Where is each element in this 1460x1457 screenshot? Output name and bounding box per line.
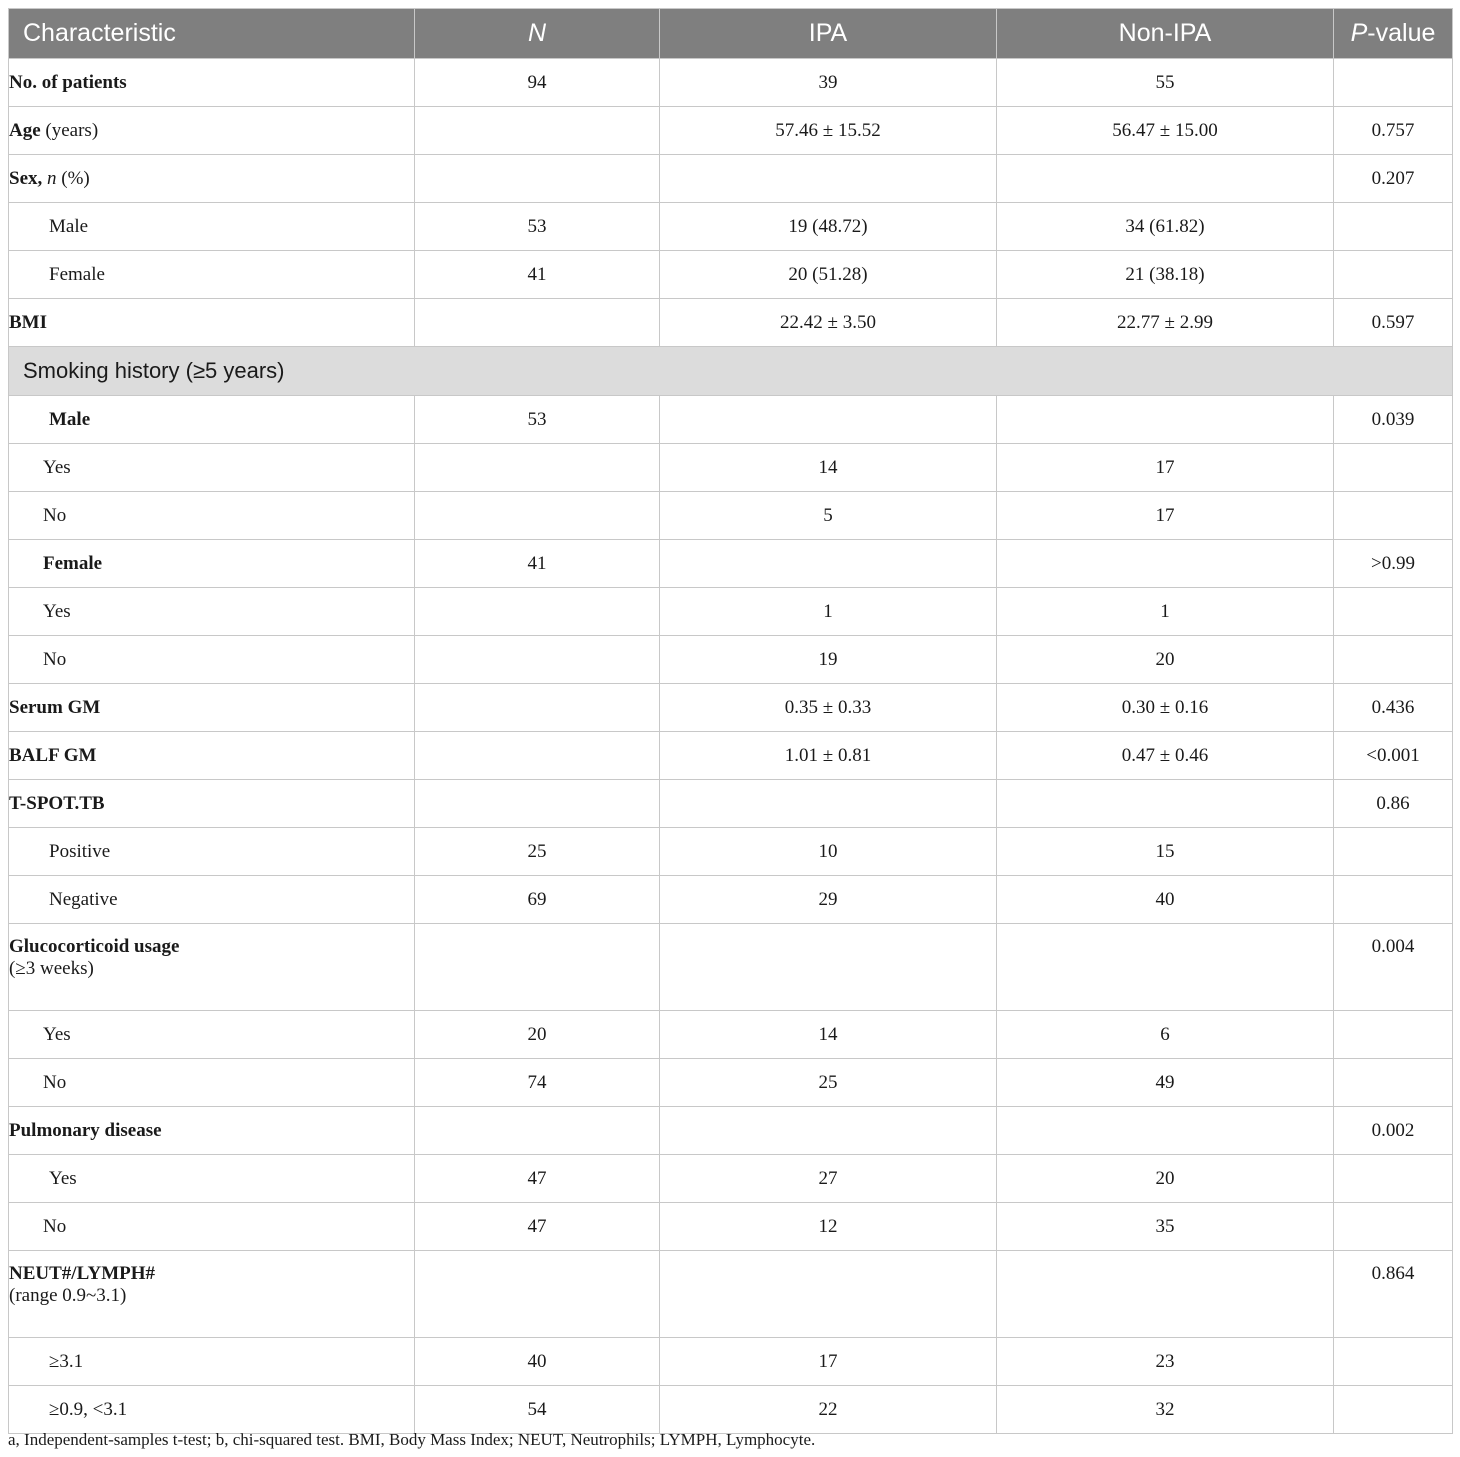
cell-p bbox=[1334, 1338, 1453, 1386]
row-label: No bbox=[9, 1203, 415, 1251]
cell-ipa: 17 bbox=[660, 1338, 997, 1386]
cell-n bbox=[415, 780, 660, 828]
cell-p bbox=[1334, 1059, 1453, 1107]
cell-p: 0.864 bbox=[1334, 1251, 1453, 1338]
row-label: Glucocorticoid usage (≥3 weeks) bbox=[9, 924, 415, 1011]
table-row bbox=[9, 492, 1453, 540]
cell-non-ipa bbox=[997, 924, 1334, 1011]
table-row bbox=[9, 1155, 1453, 1203]
cell-n: 53 bbox=[415, 203, 660, 251]
row-label: ≥3.1 bbox=[9, 1338, 415, 1386]
row-label: Serum GM bbox=[9, 684, 415, 732]
header-characteristic: Characteristic bbox=[9, 9, 415, 59]
cell-p: <0.001 bbox=[1334, 732, 1453, 780]
header-p-value: P-value bbox=[1334, 9, 1453, 59]
cell-p bbox=[1334, 876, 1453, 924]
table-row bbox=[9, 924, 1453, 1011]
cell-ipa bbox=[660, 780, 997, 828]
table-row bbox=[9, 828, 1453, 876]
cell-n: 41 bbox=[415, 540, 660, 588]
cell-n bbox=[415, 299, 660, 347]
table-row bbox=[9, 732, 1453, 780]
cell-p bbox=[1334, 1155, 1453, 1203]
cell-p: >0.99 bbox=[1334, 540, 1453, 588]
cell-n bbox=[415, 924, 660, 1011]
cell-ipa: 0.35 ± 0.33 bbox=[660, 684, 997, 732]
row-label: Negative bbox=[9, 876, 415, 924]
cell-ipa: 19 bbox=[660, 636, 997, 684]
table-row bbox=[9, 251, 1453, 299]
cell-ipa: 5 bbox=[660, 492, 997, 540]
cell-n: 41 bbox=[415, 251, 660, 299]
row-label: BMI bbox=[9, 299, 415, 347]
header-non-ipa: Non-IPA bbox=[997, 9, 1334, 59]
cell-non-ipa: 35 bbox=[997, 1203, 1334, 1251]
table-row bbox=[9, 780, 1453, 828]
row-label: Male bbox=[9, 203, 415, 251]
cell-n: 69 bbox=[415, 876, 660, 924]
cell-non-ipa: 34 (61.82) bbox=[997, 203, 1334, 251]
row-label: T-SPOT.TB bbox=[9, 780, 415, 828]
cell-n: 53 bbox=[415, 396, 660, 444]
cell-ipa: 25 bbox=[660, 1059, 997, 1107]
cell-ipa: 12 bbox=[660, 1203, 997, 1251]
row-label: Male bbox=[9, 396, 415, 444]
cell-n bbox=[415, 636, 660, 684]
cell-p bbox=[1334, 636, 1453, 684]
cell-p bbox=[1334, 444, 1453, 492]
cell-p: 0.757 bbox=[1334, 107, 1453, 155]
row-label: Yes bbox=[9, 588, 415, 636]
cell-p bbox=[1334, 588, 1453, 636]
header-ipa: IPA bbox=[660, 9, 997, 59]
cell-n bbox=[415, 588, 660, 636]
table-row bbox=[9, 1338, 1453, 1386]
cell-ipa bbox=[660, 155, 997, 203]
cell-n: 47 bbox=[415, 1155, 660, 1203]
cell-n bbox=[415, 684, 660, 732]
cell-p: 0.004 bbox=[1334, 924, 1453, 1011]
cell-p bbox=[1334, 492, 1453, 540]
cell-non-ipa: 49 bbox=[997, 1059, 1334, 1107]
cell-non-ipa: 56.47 ± 15.00 bbox=[997, 107, 1334, 155]
row-label: Pulmonary disease bbox=[9, 1107, 415, 1155]
cell-p bbox=[1334, 828, 1453, 876]
cell-ipa bbox=[660, 1251, 997, 1338]
cell-non-ipa: 32 bbox=[997, 1386, 1334, 1434]
cell-non-ipa: 17 bbox=[997, 492, 1334, 540]
cell-ipa: 10 bbox=[660, 828, 997, 876]
table-row bbox=[9, 203, 1453, 251]
section-row-smoking-history bbox=[9, 347, 1453, 396]
cell-ipa bbox=[660, 540, 997, 588]
cell-p: 0.002 bbox=[1334, 1107, 1453, 1155]
table-row bbox=[9, 1059, 1453, 1107]
section-title: Smoking history (≥5 years) bbox=[9, 347, 1453, 396]
cell-non-ipa: 21 (38.18) bbox=[997, 251, 1334, 299]
row-label: Female bbox=[9, 540, 415, 588]
cell-non-ipa bbox=[997, 780, 1334, 828]
row-label: Sex, n (%) bbox=[9, 155, 415, 203]
cell-n bbox=[415, 492, 660, 540]
cell-n: 40 bbox=[415, 1338, 660, 1386]
cell-ipa bbox=[660, 396, 997, 444]
cell-p bbox=[1334, 1203, 1453, 1251]
cell-n bbox=[415, 732, 660, 780]
cell-non-ipa: 23 bbox=[997, 1338, 1334, 1386]
header-n: N bbox=[415, 9, 660, 59]
cell-non-ipa bbox=[997, 155, 1334, 203]
table-row bbox=[9, 107, 1453, 155]
cell-n bbox=[415, 155, 660, 203]
table-row bbox=[9, 684, 1453, 732]
table-row bbox=[9, 59, 1453, 107]
cell-ipa: 22 bbox=[660, 1386, 997, 1434]
cell-non-ipa: 40 bbox=[997, 876, 1334, 924]
cell-ipa: 14 bbox=[660, 1011, 997, 1059]
cell-non-ipa bbox=[997, 1251, 1334, 1338]
cell-ipa: 1 bbox=[660, 588, 997, 636]
cell-ipa: 27 bbox=[660, 1155, 997, 1203]
cell-p: 0.207 bbox=[1334, 155, 1453, 203]
cell-n bbox=[415, 1251, 660, 1338]
cell-n: 25 bbox=[415, 828, 660, 876]
row-label: No bbox=[9, 636, 415, 684]
cell-p: 0.86 bbox=[1334, 780, 1453, 828]
table-row bbox=[9, 155, 1453, 203]
cell-ipa: 22.42 ± 3.50 bbox=[660, 299, 997, 347]
cell-n: 94 bbox=[415, 59, 660, 107]
cell-non-ipa: 0.30 ± 0.16 bbox=[997, 684, 1334, 732]
cell-p bbox=[1334, 203, 1453, 251]
cell-p bbox=[1334, 1011, 1453, 1059]
cell-ipa: 39 bbox=[660, 59, 997, 107]
table-row bbox=[9, 636, 1453, 684]
cell-non-ipa: 1 bbox=[997, 588, 1334, 636]
table-row bbox=[9, 540, 1453, 588]
cell-ipa: 29 bbox=[660, 876, 997, 924]
cell-ipa bbox=[660, 1107, 997, 1155]
cell-n: 54 bbox=[415, 1386, 660, 1434]
cell-non-ipa: 15 bbox=[997, 828, 1334, 876]
row-label: NEUT#/LYMPH# (range 0.9~3.1) bbox=[9, 1251, 415, 1338]
row-label: No. of patients bbox=[9, 59, 415, 107]
cell-ipa: 1.01 ± 0.81 bbox=[660, 732, 997, 780]
table-row bbox=[9, 588, 1453, 636]
cell-non-ipa bbox=[997, 540, 1334, 588]
cell-n: 74 bbox=[415, 1059, 660, 1107]
row-label: No bbox=[9, 1059, 415, 1107]
cell-ipa: 57.46 ± 15.52 bbox=[660, 107, 997, 155]
cell-p: 0.436 bbox=[1334, 684, 1453, 732]
cell-ipa: 14 bbox=[660, 444, 997, 492]
cell-n bbox=[415, 444, 660, 492]
cell-non-ipa bbox=[997, 1107, 1334, 1155]
cell-n: 20 bbox=[415, 1011, 660, 1059]
row-label: Yes bbox=[9, 444, 415, 492]
row-label: Yes bbox=[9, 1011, 415, 1059]
cell-non-ipa: 22.77 ± 2.99 bbox=[997, 299, 1334, 347]
cell-non-ipa: 17 bbox=[997, 444, 1334, 492]
cell-ipa bbox=[660, 924, 997, 1011]
row-label: BALF GM bbox=[9, 732, 415, 780]
table-row bbox=[9, 1386, 1453, 1434]
row-label: Female bbox=[9, 251, 415, 299]
cell-p bbox=[1334, 251, 1453, 299]
table-header-row bbox=[9, 9, 1453, 59]
cell-n bbox=[415, 107, 660, 155]
cell-non-ipa: 6 bbox=[997, 1011, 1334, 1059]
cell-n: 47 bbox=[415, 1203, 660, 1251]
row-label: Age (years) bbox=[9, 107, 415, 155]
cell-p: 0.039 bbox=[1334, 396, 1453, 444]
cell-ipa: 19 (48.72) bbox=[660, 203, 997, 251]
table-row bbox=[9, 876, 1453, 924]
cell-p bbox=[1334, 1386, 1453, 1434]
table-footnote: a, Independent-samples t-test; b, chi-squared test. BMI, Body Mass Index; NEUT, Neutrophils; LYMPH, Lymphocyte. bbox=[8, 1430, 816, 1449]
table-row bbox=[9, 1107, 1453, 1155]
table-row bbox=[9, 396, 1453, 444]
cell-ipa: 20 (51.28) bbox=[660, 251, 997, 299]
row-label: No bbox=[9, 492, 415, 540]
cell-non-ipa: 55 bbox=[997, 59, 1334, 107]
row-label: Yes bbox=[9, 1155, 415, 1203]
cell-non-ipa bbox=[997, 396, 1334, 444]
table-row bbox=[9, 1203, 1453, 1251]
cell-non-ipa: 20 bbox=[997, 1155, 1334, 1203]
table-row bbox=[9, 444, 1453, 492]
row-label: Positive bbox=[9, 828, 415, 876]
row-label: ≥0.9, <3.1 bbox=[9, 1386, 415, 1434]
table-row bbox=[9, 299, 1453, 347]
cell-n bbox=[415, 1107, 660, 1155]
table-row bbox=[9, 1011, 1453, 1059]
characteristics-table bbox=[8, 8, 1453, 1434]
cell-p: 0.597 bbox=[1334, 299, 1453, 347]
cell-p bbox=[1334, 59, 1453, 107]
cell-non-ipa: 20 bbox=[997, 636, 1334, 684]
cell-non-ipa: 0.47 ± 0.46 bbox=[997, 732, 1334, 780]
table-row bbox=[9, 1251, 1453, 1338]
